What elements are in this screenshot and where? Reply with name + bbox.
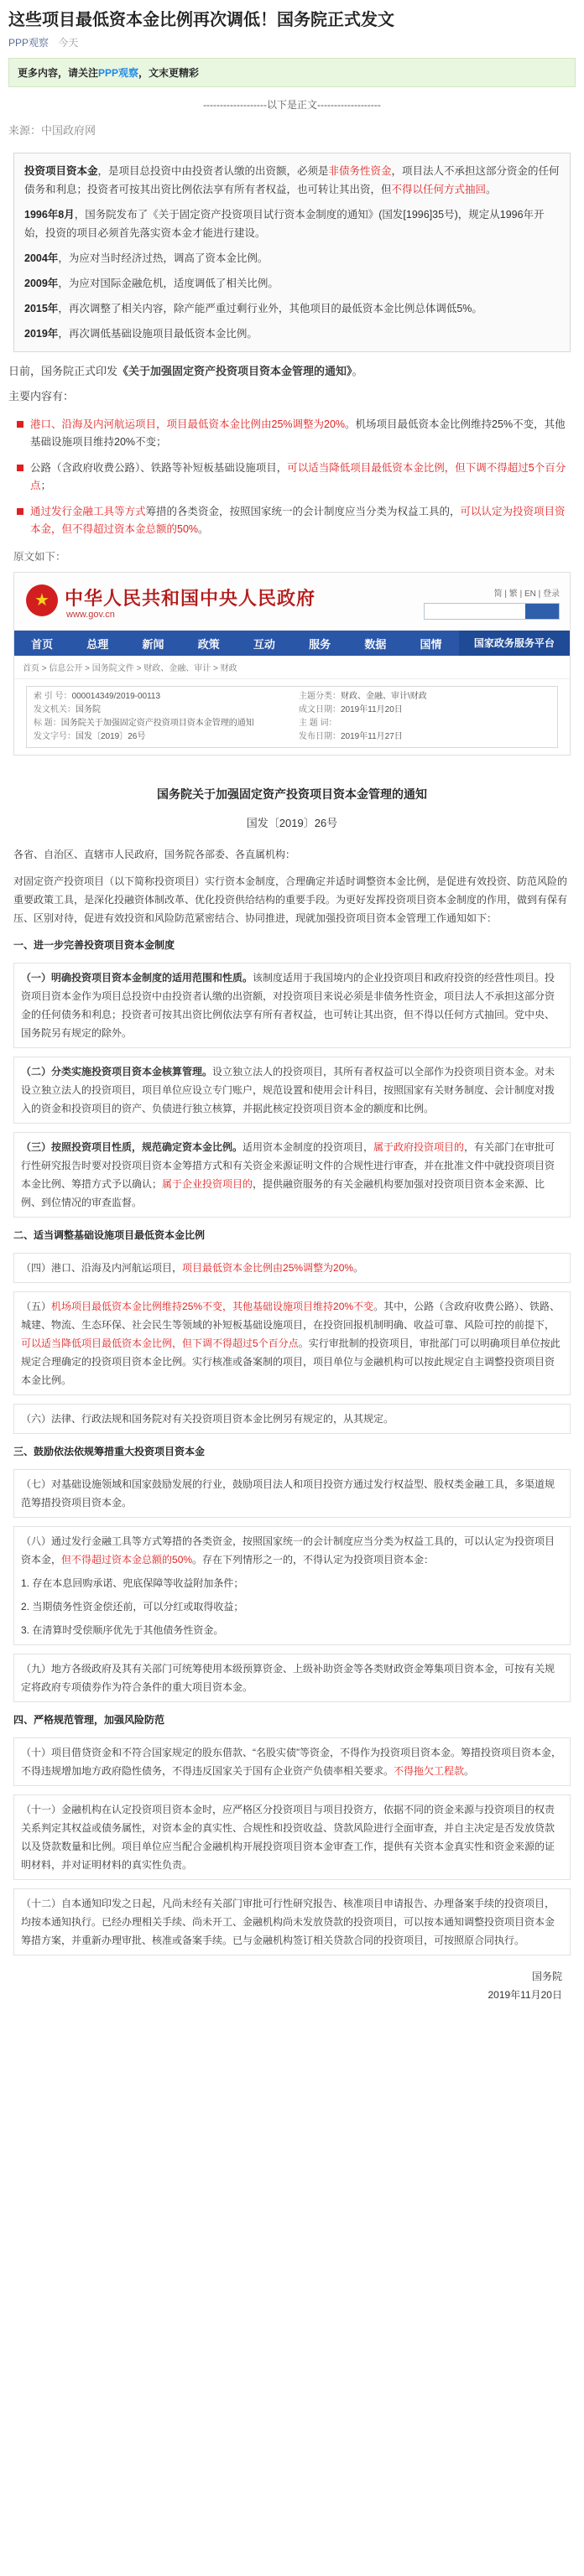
doc-paragraph: （十）项目借贷资金和不符合国家规定的股东借款、“名股实债”等资金，不得作为投资项目资本金。筹措投资项目资本金，不得违规增加地方政府隐性债务，不得违反国家关于国有企业资产负债率相关要求。不得拖欠工程款。 [13,1737,571,1786]
account-name-link[interactable]: PPP观察 [8,37,50,49]
key-point-pre: 公路（含政府收费公路）、铁路等补短板基础设施项目， [30,462,288,474]
follow-suffix: ，文末更精彩 [138,67,200,79]
key-point-red2: 可以认定为投资项目资本金，但不得超过资本金总额的50% [30,506,566,535]
history-year: 2004年 [24,252,59,264]
key-point [17,460,567,495]
definition-red2: 不得以任何方式抽回 [391,184,487,195]
gov-site-name: 中华人民共和国中央人民政府 [65,588,316,609]
follow-prefix: 更多内容，请关注 [18,67,99,79]
history-text: ，为应对国际金融危机，适度调低了相关比例。 [58,278,279,289]
doc-list-item: 1. 存在本息回购承诺、兜底保障等收益附加条件； [21,1577,244,1589]
doc-heading: 四、严格规范管理，加强风险防范 [13,1714,165,1726]
info-row: 标 题：国务院关于加强固定资产投资项目资本金管理的通知 [34,719,254,728]
publish-date: 今天 [58,37,79,49]
info-row: 主题分类：财政、金融、审计\财政 [299,692,427,701]
follow-account-link[interactable]: PPP观察 [98,67,139,79]
gov-service-platform-link[interactable]: 国家政务服务平台 [459,631,570,656]
history-text: ，再次调低基础设施项目最低资本金比例。 [58,328,258,340]
doc-paragraph: （二）分类实施投资项目资本金核算管理。设立独立法人的投资项目，其所有者权益可以全部作为投资项目资本金。对未设立独立法人的投资项目，项目单位应设立专门账户，规范设置和使用会计科目，按照国家有关财务制度、会计制度对拨入的资金和投资项目的资产、负债进行独立核算，并据此核定投资项目资本金的额度和比例。 [13,1057,571,1124]
history-year: 1996年8月 [24,209,75,221]
key-point-text: 。机场项目最低资本金比例维持25%不变，其他基础设施项目维持20%不变； [30,418,566,448]
history-text: ，为应对当时经济过热，调高了资本金比例。 [58,252,269,264]
key-point [17,503,567,538]
content-divider: -------------------以下是正文------------------- [203,99,381,111]
key-points-list [17,416,567,538]
doc-intro: 对固定资产投资项目（以下简称投资项目）实行资本金制度，合理确定并适时调整资本金比例，是促进有效投资、防范风险的重要政策工具，是深化投融资体制改革、优化投资供给结构的重要手段。为更好发挥投资项目资本金制度的作用，做到有保有压、区别对待，促进有效投资和风险防范紧密结合、协同推进，现就加强投资项目资本金管理工作通知如下： [13,875,568,924]
gov-nav-item[interactable]: 互动 [253,637,275,651]
doc-paragraph: （八）通过发行金融工具等方式筹措的各类资金，按照国家统一的会计制度应当分类为权益工具的，可以认定为投资项目资本金，但不得超过资本金总额的50%。存在下列情形之一的，不得认定为投资项目资本金： 1. 存在本息回购承诺、兜底保障等收益附加条件； 2. 当期债务性资金偿还前，可以分红或取得收益； 3. 在清算时受偿顺序优先于其他债务性资金。 [13,1526,571,1645]
info-row: 发文字号：国发〔2019〕26号 [34,732,146,741]
gov-site-url: www.gov.cn [66,610,115,620]
history-year: 2019年 [24,328,59,340]
info-row: 发文机关：国务院 [34,705,101,714]
gov-search-input[interactable] [424,603,560,620]
key-point-red: 可以适当降低项目最低资本金比例，但下调不得超过5个百分点 [30,462,566,491]
definition-end: 。 [486,184,497,195]
doc-heading: 二、适当调整基础设施项目最低资本金比例 [13,1229,206,1241]
definition-red1: 非债务性资金 [328,165,392,177]
intro-pre: 日前，国务院正式印发 [8,365,118,377]
gov-header [14,573,570,631]
intro-paragraph [8,362,576,381]
info-row: 发布日期：2019年11月27日 [299,732,403,741]
definition-pre: ，是项目总投资中由投资者认缴的出资额，必须是 [97,165,329,177]
key-point [17,416,567,451]
bullet-square-icon [17,508,23,515]
doc-paragraph: （六）法律、行政法规和国务院对有关投资项目资本金比例另有规定的，从其规定。 [13,1404,571,1434]
doc-paragraph: （一）明确投资项目资本金制度的适用范围和性质。该制度适用于我国境内的企业投资项目和政府投资的经营性项目。投资项目资本金作为项目总投资中由投资者认缴的出资额，对投资项目来说必须是非债务性资金，项目法人不承担这部分资金的任何债务和利息；投资者可按其出资比例依法享有所有者权益，也可转让其出资，但不得以任何方式抽回。党中央、国务院另有规定的除外。 [13,963,571,1048]
gov-nav-item[interactable]: 国情 [420,637,442,651]
doc-paragraph: （十一）金融机构在认定投资项目资本金时，应严格区分投资项目与项目投资方，依据不同的资金来源与投资项目的权责关系判定其权益或债务属性，对资本金的真实性、合规性和投资收益、贷款风险进行全面审查，并自主决定是否发放贷款以及贷款数量和比例。项目单位应当配合金融机构开展投资项目资本金审查工作，提供有关资本金真实性和资金来源的证明材料，并对证明材料的真实性负责。 [13,1794,571,1880]
history-entry [24,249,560,267]
signature-org: 国务院 [531,1971,562,1982]
document-title: 国务院关于加强固定资产投资项目资本金管理的通知 [157,787,427,801]
lead-source: 来源：中国政府网 [8,124,96,137]
main-content-label: 主要内容有： [8,390,75,402]
follow-banner [8,58,576,87]
history-year: 2009年 [24,278,59,289]
definition-paragraph [24,162,560,199]
gov-nav-item[interactable]: 新闻 [142,637,164,651]
signature-date: 2019年11月20日 [488,1989,562,2001]
article-title: 这些项目最低资本金比例再次调低！国务院正式发文 [8,11,394,29]
national-emblem-icon [26,584,58,616]
doc-list-item: 2. 当期债务性资金偿还前，可以分红或取得收益； [21,1601,244,1613]
info-col-left [27,687,292,747]
bullet-square-icon [17,421,23,428]
gov-website-screenshot [13,572,571,756]
doc-heading: 三、鼓励依法依规筹措重大投资项目资本金 [13,1446,206,1457]
key-point-red: 通过发行金融工具等方式 [30,506,146,517]
doc-addressee: 各省、自治区、直辖市人民政府，国务院各部委、各直属机构： [13,849,296,860]
gov-tools[interactable]: 简 | 繁 | EN | 登录 [493,589,560,599]
intro-post: 。 [352,365,363,377]
bullet-square-icon [17,465,23,471]
gov-nav-bar [14,631,570,656]
key-point-red: 港口、沿海及内河航运项目，项目最低资本金比例由25%调整为20% [30,418,346,430]
definition-term: 投资项目资本金 [24,165,98,177]
history-entry [24,325,560,343]
gov-search-button[interactable] [525,604,559,619]
doc-paragraph: （九）地方各级政府及其有关部门可统筹使用本级预算资金、上级补助资金等各类财政资金筹集项目资本金，可按有关规定将政府专项债券作为符合条件的重大项目资本金。 [13,1654,571,1702]
intro-doc-title: 《关于加强固定资产投资项目资本金管理的通知》 [117,365,352,377]
original-label: 原文如下： [13,551,66,563]
doc-paragraph: （四）港口、沿海及内河航运项目，项目最低资本金比例由25%调整为20%。 [13,1253,571,1283]
gov-doc-info-box [26,686,558,748]
gov-breadcrumb: 首页 > 信息公开 > 国务院文件 > 财政、金融、审计 > 财政 [14,656,570,679]
history-entry [24,205,560,242]
history-card [13,153,571,352]
history-text: ，再次调整了相关内容，除产能严重过剩行业外，其他项目的最低资本金比例总体调低5%。 [58,303,482,314]
info-col-right [292,687,557,747]
info-row: 成文日期：2019年11月20日 [299,705,403,714]
doc-list-item: 3. 在清算时受偿顺序优先于其他债务性资金。 [21,1624,224,1636]
doc-heading: 一、进一步完善投资项目资本金制度 [13,939,175,951]
definition-mid: ，项目法人不承担这部分资金的任何债务和利息；投资者可按其出资比例依法享有所有者权益，也可转让其出资，但 [24,165,560,195]
doc-paragraph: （七）对基础设施领域和国家鼓励发展的行业，鼓励项目法人和项目投资方通过发行权益型、股权类金融工具，多渠道规范筹措投资项目资本金。 [13,1469,571,1518]
key-point-mid: 筹措的各类资金，按照国家统一的会计制度应当分类为权益工具的， [145,506,461,517]
doc-paragraph: （十二）自本通知印发之日起，凡尚未经有关部门审批可行性研究报告、核准项目申请报告、办理备案手续的投资项目，均按本通知执行。已经办理相关手续、尚未开工、金融机构尚未发放贷款的投资项目，可以按本通知调整投资项目资本金筹措方案，并重新办理审批、核准或备案手续。已与金融机构签订相关贷款合同的投资项目，可按照原合同执行。 [13,1888,571,1955]
intro-block [0,359,584,413]
info-row: 索 引 号：000014349/2019-00113 [34,692,161,701]
doc-signature [0,1964,584,2004]
key-point-text: 。 [198,523,209,535]
info-row: 主 题 词： [299,719,337,728]
gov-nav-item[interactable]: 首页 [31,637,54,651]
document-body [0,845,584,1955]
doc-paragraph: （三）按照投资项目性质，规范确定资本金比例。适用资本金制度的投资项目，属于政府投资项目的，有关部门在审批可行性研究报告时要对投资项目资本金筹措方式和有关资金来源证明文件的合规性进行审查，并在批准文件中就投资项目资本金比例、筹措方式予以确认；属于企业投资项目的，提供融资服务的有关金融机构要加强对投资项目资本金来源、比例、到位情况的审查监督。 [13,1132,571,1218]
article-meta [0,34,584,58]
gov-nav-item[interactable]: 政策 [197,637,220,651]
gov-nav-item[interactable]: 总理 [86,637,109,651]
gov-nav-item[interactable]: 服务 [309,637,331,651]
gov-nav-item[interactable]: 数据 [364,637,387,651]
history-entry [24,299,560,318]
history-text: ，国务院发布了《关于固定资产投资项目试行资本金制度的通知》(国发[1996]35号)，规定从1996年开始，投资的项目必须首先落实资本金才能进行建设。 [24,209,545,239]
history-entry [24,274,560,293]
key-point-text: ； [40,480,52,491]
history-year: 2015年 [24,303,59,314]
doc-paragraph: （五）机场项目最低资本金比例维持25%不变，其他基础设施项目维持20%不变。其中，公路（含政府收费公路）、铁路、城建、物流、生态环保、社会民生等领域的补短板基础设施项目，在投资回报机制明确、收益可靠、风险可控的前提下，可以适当降低项目最低资本金比例，但下调不得超过5个百分点。实行审批制的投资项目，审批部门可以明确项目单位按此规定合理确定的投资项目资本金比例。实行核准或备案制的项目，项目单位与金融机构可以按此规定自主调整投资项目资本金比例。 [13,1291,571,1395]
document-number: 国发〔2019〕26号 [246,817,338,829]
